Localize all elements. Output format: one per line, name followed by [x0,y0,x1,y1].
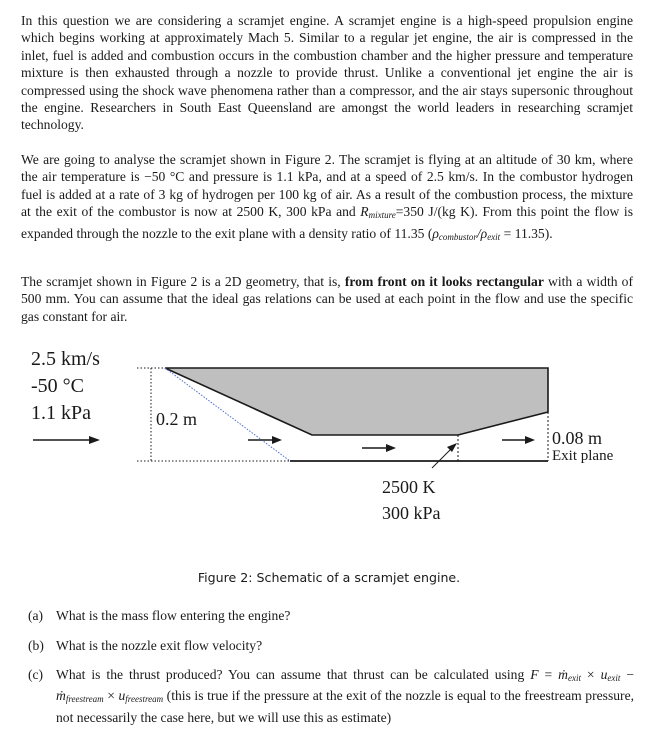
geometry-text-a: The scramjet shown in Figure 2 is a 2D geometry, that is, [21,274,345,289]
freestream-temp-label: -50 °C [31,375,84,397]
question-c [28,666,634,726]
analysis-text-c: = 11.35). [500,225,553,241]
intro-paragraph: In this question we are considering a scramjet engine. A scramjet engine is a high-speed propulsion engine which begins working at approximately Mach 5. Similar to a regular jet engine, the air is compressed in the inlet, fuel is added and combustion occurs in the combustion chamber and the higher pressure and temperature mixture is then exhausted through a nozzle to provide thrust. Unlike a conventional jet engine the air is compressed using the shock wave phenomena rather than a compressor, and the air stays supersonic throughout the engine. Researchers in South East Queensland are amongst the world leaders in researching scramjet technology. [21,13,633,133]
thrust-symbol: F [530,667,539,682]
times-sign-2: × [103,688,119,704]
question-a-text: What is the mass flow entering the engine? [56,608,291,623]
mdot-freestream-subscript: freestream [65,694,104,705]
question-b [28,637,634,654]
u-freestream-subscript: freestream [125,694,164,705]
question-b-letter: (b) [28,638,44,653]
minus-sign: − [620,667,635,682]
question-c-text [56,666,634,726]
inlet-height-label: 0.2 m [156,409,198,429]
combustor-flow-arrow [362,444,396,452]
question-c-text-b: (this is true if the pressure at the exit of the nozzle is equal to the freestream pressure, not necessarily the case here, but we will use this as estimate) [56,688,634,725]
analysis-paragraph [21,151,633,246]
r-subscript: mixture [368,210,396,221]
rho-exit-subscript: exit [487,231,501,242]
equals-sign: = [538,667,559,682]
mdot-freestream-symbol: ṁ [56,688,66,704]
freestream-speed-label: 2.5 km/s [31,348,100,370]
rho-combustor-symbol: ρ [432,225,439,241]
u-exit-subscript: exit [607,673,621,683]
question-a-letter: (a) [28,608,44,623]
exit-plane-label: Exit plane [552,448,614,464]
r-symbol: R [360,204,369,220]
analysis-text-b: =350 J/(kg K). From this point the flow is expanded through the nozzle to the exit plane with a density ratio of 11.35 ( [21,204,633,241]
question-b-text: What is the nozzle exit flow velocity? [56,638,263,653]
exit-height-label: 0.08 m [552,428,603,448]
inlet-flow-arrow [248,436,282,444]
ratio-slash: / [476,225,481,241]
u-freestream-symbol: u [118,688,126,704]
rho-combustor-subscript: combustor [438,231,477,242]
geometry-paragraph [21,273,633,325]
question-a [28,607,634,624]
geometry-text-b: with a width of 500 mm. You can assume that the ideal gas relations can be used at each point in the flow and use the specific gas constant for air. [21,274,633,324]
mdot-exit-symbol: ṁ [558,667,568,682]
combustor-pressure-label: 300 kPa [382,503,441,523]
freestream-arrow [33,436,100,444]
u-exit-symbol: u [600,667,608,682]
combustor-temp-label: 2500 K [382,477,436,497]
question-c-text-a: What is the thrust produced? You can assume that thrust can be calculated using [56,667,531,682]
geometry-bold-text: from front on it looks rectangular [344,274,544,289]
scramjet-figure [0,340,658,540]
analysis-text-a: We are going to analyse the scramjet shown in Figure 2. The scramjet is flying at an altitude of 30 km, where the air temperature is −50 °C and pressure is 1.1 kPa, and at a speed of 2.5 km/s. In the combustor hydrogen fuel is added at a rate of 3 kg of hydrogen per 100 kg of air. As a result of the combustion process, the mixture at the exit of the combustor is now at 2500 K, 300 kPa and [21,152,633,220]
freestream-pressure-label: 1.1 kPa [31,402,91,424]
figure-caption: Figure 2: Schematic of a scramjet engine. [197,570,461,585]
exit-flow-arrow [502,436,535,444]
times-sign-1: × [580,667,601,682]
engine-upper-body [165,368,548,435]
rho-exit-symbol: ρ [480,225,488,241]
combustor-pointer-arrow [432,443,457,468]
question-c-letter: (c) [28,667,44,682]
mdot-exit-subscript: exit [567,673,581,683]
